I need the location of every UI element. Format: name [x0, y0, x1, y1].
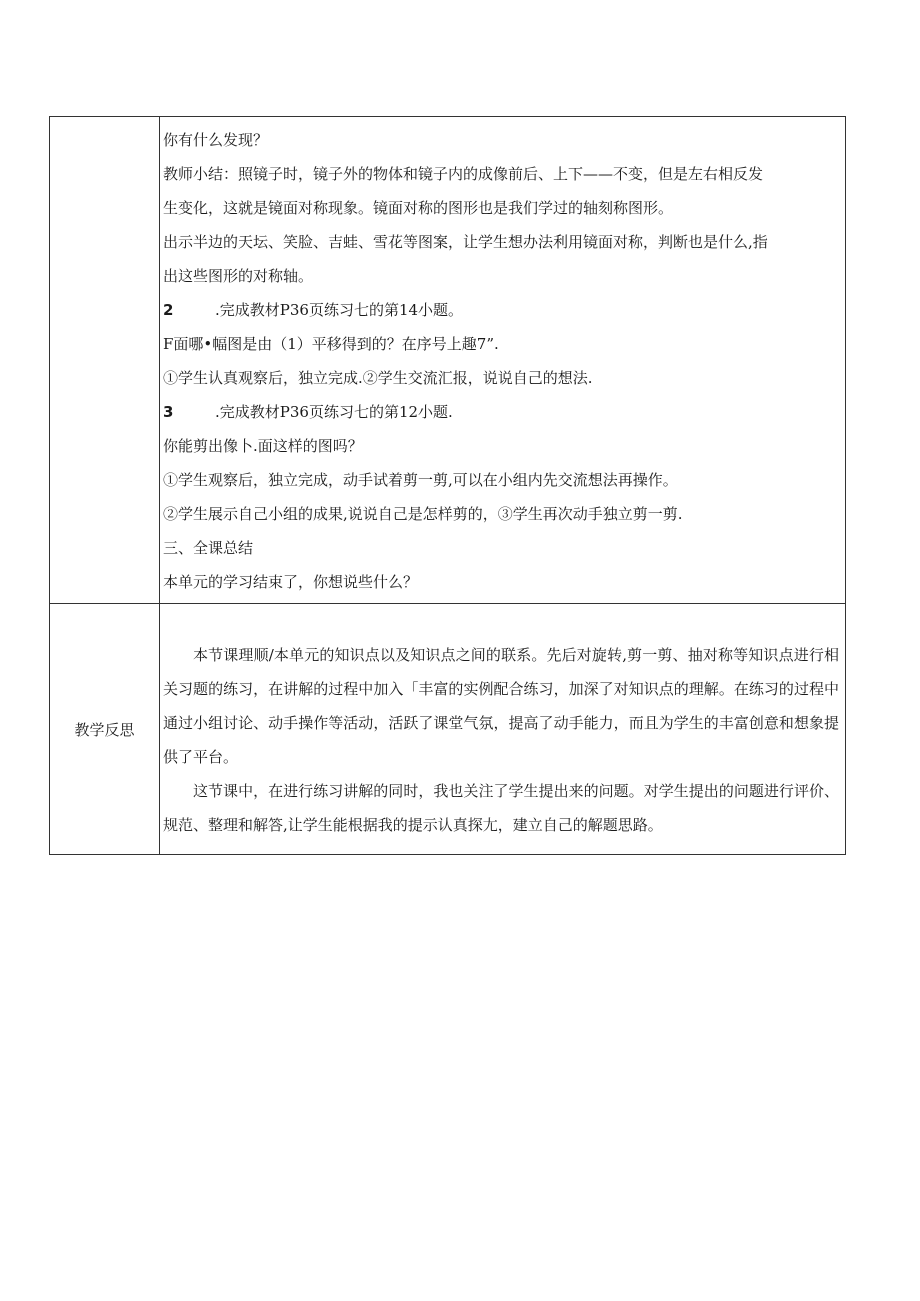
item-number: 3 — [163, 403, 174, 421]
item-text: .完成教材P36页练习七的第14小题。 — [215, 301, 464, 319]
activity-content-cell — [160, 117, 846, 604]
text-line: ①学生观察后，独立完成，动手试着剪一剪,可以在小组内先交流想法再操作。 — [163, 471, 678, 489]
reflection-row — [50, 604, 846, 855]
text-line: 本单元的学习结束了，你想说些什么？ — [163, 573, 419, 591]
text-line: ①学生认真观察后，独立完成.②学生交流汇报，说说自己的想法. — [163, 369, 593, 387]
lesson-plan-table — [49, 116, 846, 855]
exercise-item-3 — [163, 395, 839, 429]
activity-row — [50, 117, 846, 604]
text-line: ②学生展示自己小组的成果,说说自己是怎样剪的，③学生再次动手独立剪一剪. — [163, 505, 683, 523]
text-line: 生变化，这就是镜面对称现象。镜面对称的图形也是我们学过的轴刻称图形。 — [163, 199, 674, 217]
reflection-paragraph: 本节课理顺/本单元的知识点以及知识点之间的联系。先后对旋转,剪一剪、抽对称等知识点进行相关习题的练习，在讲解的过程中加入「丰富的实例配合练习，加深了对知识点的理解。在练习的过程中通过小组讨论、动手操作等活动，活跃了课堂气氛，提高了动手能力，而且为学生的丰富创意和想象提供了平台。 — [163, 646, 839, 766]
text-line: 你能剪出像卜.面这样的图吗？ — [163, 437, 363, 455]
text-line: F面哪•幅图是由（1）平移得到的？在序号上趣7”. — [163, 335, 499, 353]
reflection-content-cell — [160, 604, 846, 855]
text-line: 教师小结：照镜子时，镜子外的物体和镜子内的成像前后、上下——不变，但是左右相反发 — [163, 165, 764, 183]
reflection-label: 教学反思 — [50, 604, 160, 855]
text-line: 出示半边的天坛、笑脸、吉蛙、雪花等图案，让学生想办法利用镜面对称，判断也是什么,指 — [163, 233, 768, 251]
item-number: 2 — [163, 301, 174, 319]
text-line: 你有什么发现？ — [163, 131, 269, 149]
section-heading: 三、全课总结 — [163, 539, 254, 557]
reflection-paragraph: 这节课中，在进行练习讲解的同时，我也关注了学生提出来的问题。对学生提出的问题进行评价、规范、整理和解答,让学生能根据我的提示认真探尢，建立自己的解题思路。 — [163, 782, 839, 834]
item-text: .完成教材P36页练习七的第12小题. — [215, 403, 453, 421]
exercise-item-2 — [163, 293, 839, 327]
activity-label-cell — [50, 117, 160, 604]
text-line: 出这些图形的对称轴。 — [163, 267, 314, 285]
